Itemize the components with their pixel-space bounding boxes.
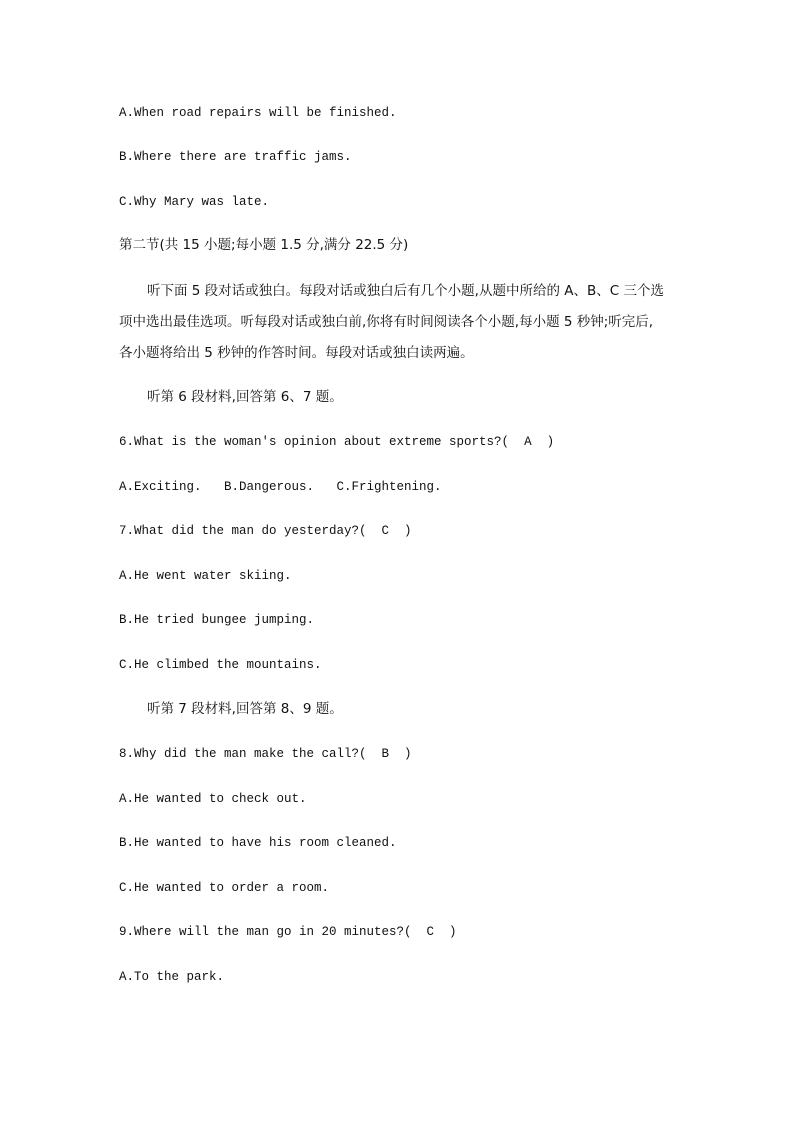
- option-a-road-repairs: A.When road repairs will be finished.: [119, 106, 397, 120]
- question-7-option-a: A.He went water skiing.: [119, 569, 292, 583]
- material-7-heading: 听第 7 段材料,回答第 8、9 题。: [147, 701, 343, 717]
- question-7-option-b: B.He tried bungee jumping.: [119, 613, 315, 627]
- question-7-option-c: C.He climbed the mountains.: [119, 658, 322, 672]
- question-8-option-c: C.He wanted to order a room.: [119, 881, 330, 895]
- option-c-mary-late: C.Why Mary was late.: [119, 195, 270, 209]
- question-8: 8.Why did the man make the call?( B ): [119, 747, 412, 761]
- material-6-heading: 听第 6 段材料,回答第 6、7 题。: [147, 389, 343, 405]
- instructions-line-3: 各小题将给出 5 秒钟的作答时间。每段对话或独白读两遍。: [119, 345, 474, 361]
- option-b-traffic-jams: B.Where there are traffic jams.: [119, 150, 352, 164]
- question-8-option-a: A.He wanted to check out.: [119, 792, 307, 806]
- question-9: 9.Where will the man go in 20 minutes?( C ): [119, 925, 457, 939]
- instructions-line-1: 听下面 5 段对话或独白。每段对话或独白后有几个小题,从题中所给的 A、B、C 三个选: [147, 283, 664, 299]
- question-9-option-a: A.To the park.: [119, 970, 225, 984]
- instructions-line-2: 项中选出最佳选项。听每段对话或独白前,你将有时间阅读各个小题,每小题 5 秒钟;听完后,: [119, 314, 654, 330]
- instructions-paragraph: [119, 276, 679, 369]
- question-6: 6.What is the woman's opinion about extreme sports?( A ): [119, 435, 555, 449]
- question-7: 7.What did the man do yesterday?( C ): [119, 524, 412, 538]
- question-8-option-b: B.He wanted to have his room cleaned.: [119, 836, 397, 850]
- question-6-options: A.Exciting. B.Dangerous. C.Frightening.: [119, 480, 442, 494]
- section-heading: 第二节(共 15 小题;每小题 1.5 分,满分 22.5 分): [119, 237, 409, 253]
